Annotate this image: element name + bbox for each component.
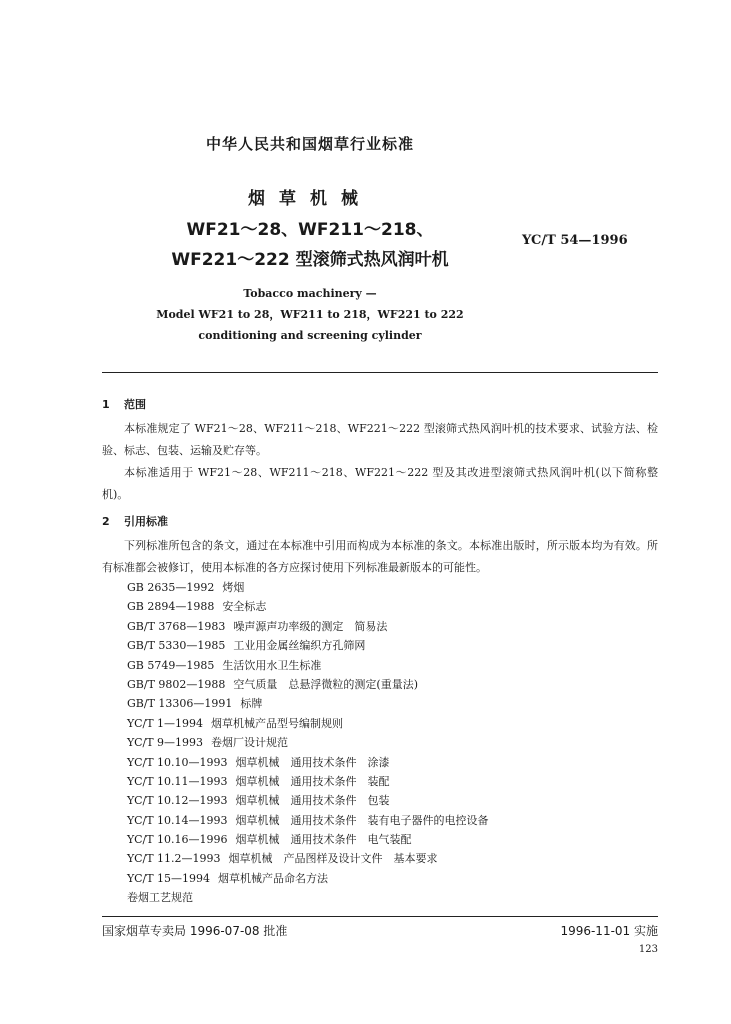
top-divider — [102, 372, 658, 373]
reference-code: GB/T 3768—1983 — [127, 619, 226, 633]
reference-item — [127, 791, 489, 810]
section-number: 1 — [102, 398, 110, 411]
reference-code: YC/T 15—1994 — [127, 871, 211, 885]
reference-code: GB 5749—1985 — [127, 658, 215, 672]
reference-item — [127, 578, 489, 597]
standard-code: YC/T 54—1996 — [522, 233, 628, 248]
reference-item — [127, 830, 489, 849]
reference-title: 烟草机械 通用技术条件 包装 — [235, 794, 390, 808]
reference-code: YC/T 10.12—1993 — [127, 794, 228, 808]
reference-item — [127, 811, 489, 830]
reference-code: YC/T 10.10—1993 — [127, 755, 228, 769]
reference-title: 卷烟厂设计规范 — [211, 736, 289, 750]
section-number: 2 — [102, 515, 110, 528]
section-2-paragraph-1: 下列标准所包含的条文，通过在本标准中引用而构成为本标准的条文。本标准出版时，所示版本均为有效。所有标准都会被修订，使用本标准的各方应探讨使用下列标准最新版本的可能性。 — [102, 539, 658, 574]
reference-title: 烟草机械 通用技术条件 涂漆 — [235, 755, 390, 769]
english-title-line-2: Model WF21 to 28，WF211 to 218，WF221 to 222 — [156, 308, 464, 321]
reference-list — [127, 578, 489, 908]
reference-title: 空气质量 总悬浮微粒的测定(重量法) — [233, 677, 418, 691]
section-1-paragraph-2: 本标准适用于 WF21～28、WF211～218、WF221～222 型及其改进型滚筛式热风润叶机(以下简称整机)。 — [102, 466, 658, 501]
section-2-heading — [102, 513, 168, 529]
reference-code: YC/T 1—1994 — [127, 716, 204, 730]
reference-title: 生活饮用水卫生标准 — [222, 658, 322, 672]
reference-code: YC/T 10.14—1993 — [127, 813, 228, 827]
reference-item — [127, 733, 489, 752]
reference-code: YC/T 9—1993 — [127, 736, 204, 750]
reference-item — [127, 888, 489, 907]
title-line-2: WF21～28、WF211～218、 — [186, 220, 434, 240]
section-1-heading — [102, 396, 146, 412]
page-number: 123 — [638, 944, 658, 955]
reference-item — [127, 636, 489, 655]
english-title-line-3: conditioning and screening cylinder — [198, 329, 422, 342]
reference-code: GB/T 9802—1988 — [127, 677, 226, 691]
title-line-1: 烟草机械 — [248, 189, 372, 209]
reference-title: 安全标志 — [222, 600, 267, 614]
reference-title: 烟草机械 通用技术条件 电气装配 — [235, 833, 412, 847]
english-title — [0, 283, 620, 346]
effective-date: 1996-11-01 实施 — [560, 924, 658, 938]
reference-title: 烟草机械 通用技术条件 装配 — [235, 774, 390, 788]
reference-item — [127, 772, 489, 791]
reference-title: 烟草机械 通用技术条件 装有电子器件的电控设备 — [235, 813, 489, 827]
reference-item — [127, 656, 489, 675]
reference-item — [127, 675, 489, 694]
reference-title: 工业用金属丝编织方孔筛网 — [233, 639, 366, 653]
reference-code: YC/T 10.16—1996 — [127, 833, 228, 847]
bottom-divider — [102, 916, 658, 917]
reference-code: YC/T 10.11—1993 — [127, 774, 228, 788]
reference-title: 卷烟工艺规范 — [127, 891, 193, 905]
reference-code: GB/T 5330—1985 — [127, 639, 226, 653]
reference-title: 烟草机械 产品图样及设计文件 基本要求 — [228, 852, 438, 866]
reference-item — [127, 753, 489, 772]
section-title: 范围 — [124, 398, 146, 411]
reference-item — [127, 849, 489, 868]
reference-item — [127, 869, 489, 888]
reference-title: 烟草机械产品命名方法 — [218, 871, 329, 885]
reference-title: 噪声源声功率级的测定 简易法 — [233, 619, 388, 633]
reference-code: GB 2635—1992 — [127, 581, 215, 594]
reference-code: YC/T 11.2—1993 — [127, 852, 221, 866]
reference-title: 烟草机械产品型号编制规则 — [211, 716, 344, 730]
english-title-line-1: Tobacco machinery — — [243, 287, 377, 300]
section-1-paragraph-1: 本标准规定了 WF21～28、WF211～218、WF221～222 型滚筛式热风润叶机的技术要求、试验方法、检验、标志、包装、运输及贮存等。 — [102, 422, 658, 457]
reference-item — [127, 714, 489, 733]
title-line-3: WF221～222 型滚筛式热风润叶机 — [171, 250, 449, 270]
reference-code: GB/T 13306—1991 — [127, 697, 233, 711]
reference-item — [127, 597, 489, 616]
reference-item — [127, 694, 489, 713]
issuing-organization: 中华人民共和国烟草行业标准 — [205, 135, 414, 153]
reference-item — [127, 617, 489, 636]
reference-title: 标牌 — [240, 697, 263, 711]
reference-code: GB 2894—1988 — [127, 600, 215, 614]
document-title — [0, 185, 620, 275]
approval-line: 国家烟草专卖局 1996-07-08 批准 — [102, 924, 288, 938]
reference-title: 烤烟 — [222, 581, 245, 594]
section-title: 引用标准 — [124, 515, 168, 528]
